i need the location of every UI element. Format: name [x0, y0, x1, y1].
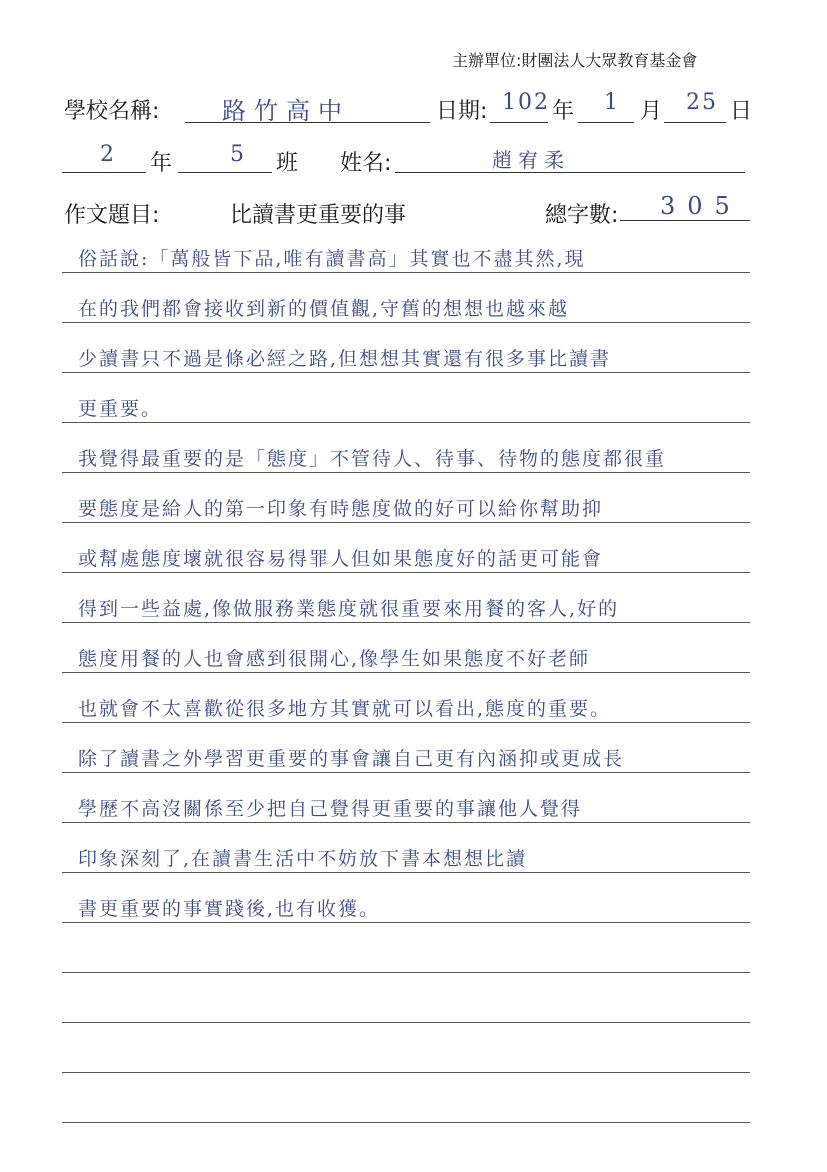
ruled-line — [62, 1072, 750, 1073]
title-label: 作文題目: — [64, 203, 160, 228]
date-label: 日期: — [436, 99, 488, 124]
essay-line: 少讀書只不過是條必經之路,但想想其實還有很多事比讀書 — [78, 348, 612, 370]
essay-line: 也就會不太喜歡從很多地方其實就可以看出,態度的重要。 — [78, 698, 612, 720]
ruled-line — [62, 1022, 750, 1023]
name-label: 姓名: — [340, 151, 392, 176]
ruled-line — [62, 572, 750, 573]
ruled-line — [62, 722, 750, 723]
ruled-line — [62, 822, 750, 823]
essay-line: 除了讀書之外學習更重要的事會讓自己更有內涵抑或更成長 — [78, 748, 625, 770]
ruled-line — [62, 972, 750, 973]
name-value: 趙宥柔 — [492, 148, 570, 172]
grade-underline — [62, 172, 146, 173]
school-label: 學校名稱: — [64, 99, 160, 124]
ruled-line — [62, 872, 750, 873]
month-value: 1 — [604, 90, 620, 115]
year-label: 年 — [552, 99, 575, 124]
class-value: 5 — [230, 142, 246, 167]
ruled-line — [62, 1122, 750, 1123]
essay-line: 或幫處態度壞就很容易得罪人但如果態度好的話更可能會 — [78, 548, 604, 570]
ruled-line — [62, 322, 750, 323]
class-label: 班 — [276, 151, 299, 176]
name-underline — [395, 172, 745, 173]
organizer-text: 主辦單位:財團法人大眾教育基金會 — [452, 51, 698, 70]
year-underline — [490, 122, 548, 123]
ruled-line — [62, 272, 750, 273]
day-label: 日 — [730, 99, 753, 124]
essay-line: 印象深刻了,在讀書生活中不妨放下書本想想比讀 — [78, 848, 528, 870]
wordcount-value: 305 — [660, 192, 742, 220]
essay-line: 態度用餐的人也會感到很開心,像學生如果態度不好老師 — [78, 648, 591, 670]
ruled-line — [62, 772, 750, 773]
ruled-line — [62, 622, 750, 623]
essay-line: 書更重要的事實踐後,也有收獲。 — [78, 898, 381, 920]
ruled-line — [62, 672, 750, 673]
day-value: 25 — [686, 90, 718, 115]
essay-line: 要態度是給人的第一印象有時態度做的好可以給你幫助抑 — [78, 498, 604, 520]
essay-line: 我覺得最重要的是「態度」不管待人、待事、待物的態度都很重 — [78, 448, 667, 470]
essay-line: 在的我們都會接收到新的價值觀,守舊的想想也越來越 — [78, 298, 570, 320]
year-value: 102 — [502, 90, 550, 115]
school-value: 路竹高中 — [222, 97, 350, 125]
essay-line: 俗話說:「萬般皆下品,唯有讀書高」其實也不盡其然,現 — [78, 248, 586, 270]
ruled-line — [62, 372, 750, 373]
month-underline — [578, 122, 634, 123]
ruled-line — [62, 472, 750, 473]
ruled-line — [62, 522, 750, 523]
essay-line: 更重要。 — [78, 398, 163, 420]
ruled-line — [62, 422, 750, 423]
ruled-line — [62, 922, 750, 923]
grade-label: 年 — [150, 151, 173, 176]
day-underline — [664, 122, 726, 123]
essay-line: 得到一些益處,像做服務業態度就很重要來用餐的客人,好的 — [78, 598, 620, 620]
grade-value: 2 — [100, 142, 116, 167]
title-value: 比讀書更重要的事 — [230, 203, 407, 228]
wordcount-underline — [620, 220, 750, 221]
wordcount-label: 總字數: — [545, 203, 619, 228]
essay-line: 學歷不高沒關係至少把自己覺得更重要的事讓他人覺得 — [78, 798, 583, 820]
class-underline — [178, 172, 272, 173]
month-label: 月 — [640, 99, 663, 124]
